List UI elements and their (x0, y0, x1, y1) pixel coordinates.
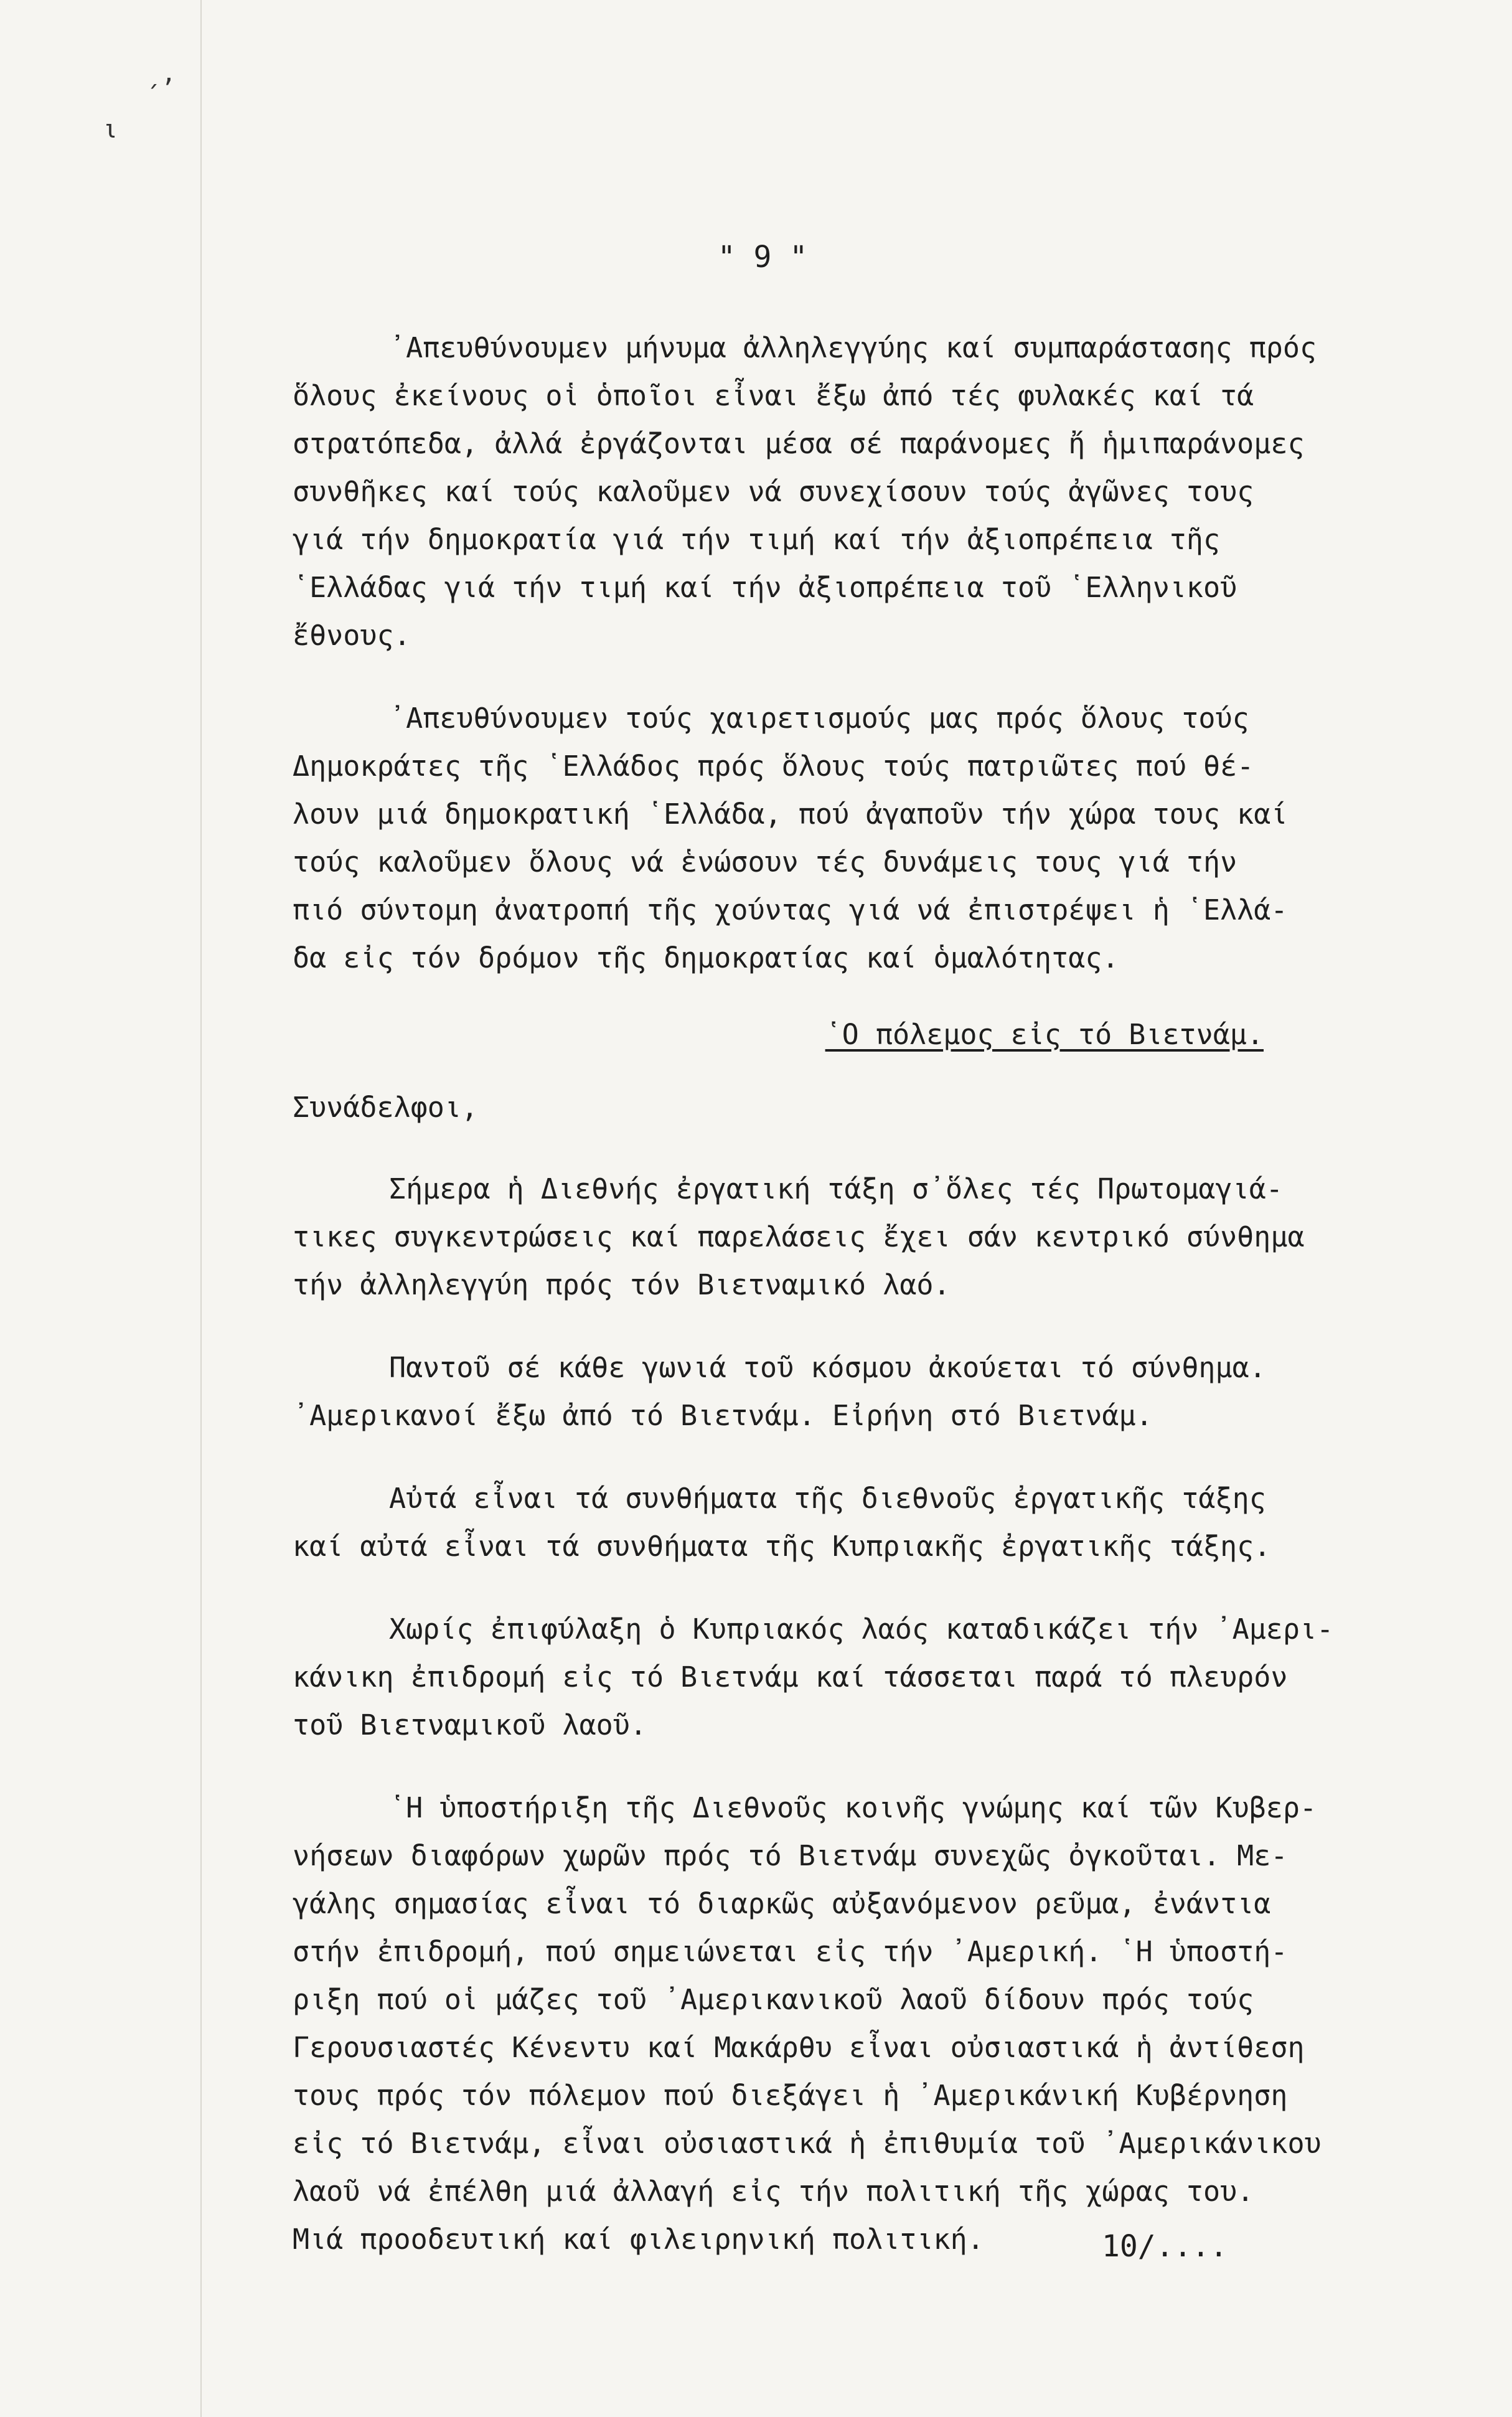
text-line: ριξη πού οἱ μάζες τοῦ ᾽Αμερικανικοῦ λαοῦ δίδουν πρός τούς (293, 1983, 1254, 2016)
paragraph (293, 694, 1450, 982)
document-body (293, 324, 1450, 2298)
text-line: ἔθνους. (293, 619, 411, 652)
text-line: Χωρίς ἐπιφύλαξη ὁ Κυπριακός λαός καταδικάζει τήν ᾽Αμερι- (389, 1613, 1334, 1646)
text-line: λαοῦ νά ἐπέλθη μιά ἀλλαγή εἰς τήν πολιτική τῆς χώρας του. (293, 2175, 1254, 2208)
text-line: στήν ἐπιδρομή, πού σημειώνεται εἰς τήν ᾽Αμερική. ῾Η ὑποστή- (293, 1935, 1288, 1968)
paragraph (293, 324, 1450, 659)
text-line: εἰς τό Βιετνάμ, εἶναι οὐσιαστικά ἡ ἐπιθυμία τοῦ ᾽Αμερικάνικου (293, 2127, 1322, 2160)
text-line: γάλης σημασίας εἶναι τό διαρκῶς αὐξανόμενον ρεῦμα, ἐνάντια (293, 1887, 1271, 1920)
text-line: τοῦ Βιετναμικοῦ λαοῦ. (293, 1708, 647, 1741)
section-heading (293, 1011, 1450, 1058)
text-line: πιό σύντομη ἀνατροπή τῆς χούντας γιά νά ἐπιστρέψει ἡ ῾Ελλά- (293, 893, 1288, 926)
text-line: ῾Ελλάδας γιά τήν τιμή καί τήν ἀξιοπρέπεια τοῦ ῾Ελληνικοῦ (293, 571, 1237, 604)
salutation: Συνάδελφοι, (293, 1091, 479, 1124)
continuation-marker: 10/.... (1102, 2229, 1228, 2264)
paragraph (293, 1605, 1450, 1749)
text-line: Δημοκράτες τῆς ῾Ελλάδος πρός ὅλους τούς πατριῶτες πού θέ- (293, 750, 1254, 783)
text-line: Σήμερα ἡ Διεθνής ἐργατική τάξη σ᾽ὅλες τές Πρωτομαγιά- (389, 1172, 1283, 1205)
text-line: τήν ἀλληλεγγύη πρός τόν Βιετναμικό λαό. (293, 1268, 951, 1301)
section-heading-text: ῾Ο πόλεμος εἰς τό Βιετνάμ. (825, 1018, 1264, 1051)
paragraph (293, 1784, 1450, 2263)
text-line: δα εἰς τόν δρόμον τῆς δημοκρατίας καί ὁμαλότητας. (293, 941, 1119, 974)
text-line: ᾽Αμερικανοί ἔξω ἀπό τό Βιετνάμ. Εἰρήνη στό Βιετνάμ. (293, 1399, 1153, 1432)
margin-line (200, 0, 202, 2417)
margin-mark: ˏ, (146, 59, 177, 88)
text-line: Παντοῦ σέ κάθε γωνιά τοῦ κόσμου ἀκούεται τό σύνθημα. (389, 1351, 1266, 1384)
text-line: ὅλους ἐκείνους οἱ ὁποῖοι εἶναι ἔξω ἀπό τές φυλακές καί τά (293, 379, 1254, 412)
text-line: κάνικη ἐπιδρομή εἰς τό Βιετνάμ καί τάσσεται παρά τό πλευρόν (293, 1661, 1288, 1694)
page-number: " 9 " (717, 240, 808, 275)
text-line: στρατόπεδα, ἀλλά ἐργάζονται μέσα σέ παράνομες ἤ ἡμιπαράνομες (293, 427, 1305, 460)
text-line: τικες συγκεντρώσεις καί παρελάσεις ἔχει σάν κεντρικό σύνθημα (293, 1220, 1305, 1253)
text-line: Μιά προοδευτική καί φιλειρηνική πολιτική. (293, 2223, 984, 2256)
text-line: συνθῆκες καί τούς καλοῦμεν νά συνεχίσουν τούς ἀγῶνες τους (293, 475, 1254, 508)
margin-mark: ι (103, 115, 118, 144)
paragraph (293, 1474, 1450, 1570)
text-line: ᾽Απευθύνουμεν μήνυμα ἀλληλεγγύης καί συμπαράστασης πρός (389, 331, 1317, 364)
text-line: καί αὐτά εἶναι τά συνθήματα τῆς Κυπριακῆς ἐργατικῆς τάξης. (293, 1530, 1271, 1563)
text-line: νήσεων διαφόρων χωρῶν πρός τό Βιετνάμ συνεχῶς ὀγκοῦται. Με- (293, 1839, 1288, 1872)
text-line: γιά τήν δημοκρατία γιά τήν τιμή καί τήν ἀξιοπρέπεια τῆς (293, 523, 1221, 556)
paragraph (293, 1344, 1450, 1439)
text-line: Γερουσιαστές Κένεντυ καί Μακάρθυ εἶναι οὐσιαστικά ἡ ἀντίθεση (293, 2031, 1305, 2064)
text-line: ῾Η ὑποστήριξη τῆς Διεθνοῦς κοινῆς γνώμης καί τῶν Κυβερ- (389, 1791, 1317, 1824)
text-line: τούς καλοῦμεν ὅλους νά ἑνώσουν τές δυνάμεις τους γιά τήν (293, 846, 1237, 879)
text-line: Αὐτά εἶναι τά συνθήματα τῆς διεθνοῦς ἐργατικῆς τάξης (389, 1482, 1266, 1515)
text-line: λουν μιά δημοκρατική ῾Ελλάδα, πού ἀγαποῦν τήν χώρα τους καί (293, 798, 1288, 831)
paragraph (293, 1165, 1450, 1309)
text-line: ᾽Απευθύνουμεν τούς χαιρετισμούς μας πρός ὅλους τούς (389, 702, 1249, 735)
text-line: τους πρός τόν πόλεμον πού διεξάγει ἡ ᾽Αμερικάνική Κυβέρνηση (293, 2079, 1288, 2112)
